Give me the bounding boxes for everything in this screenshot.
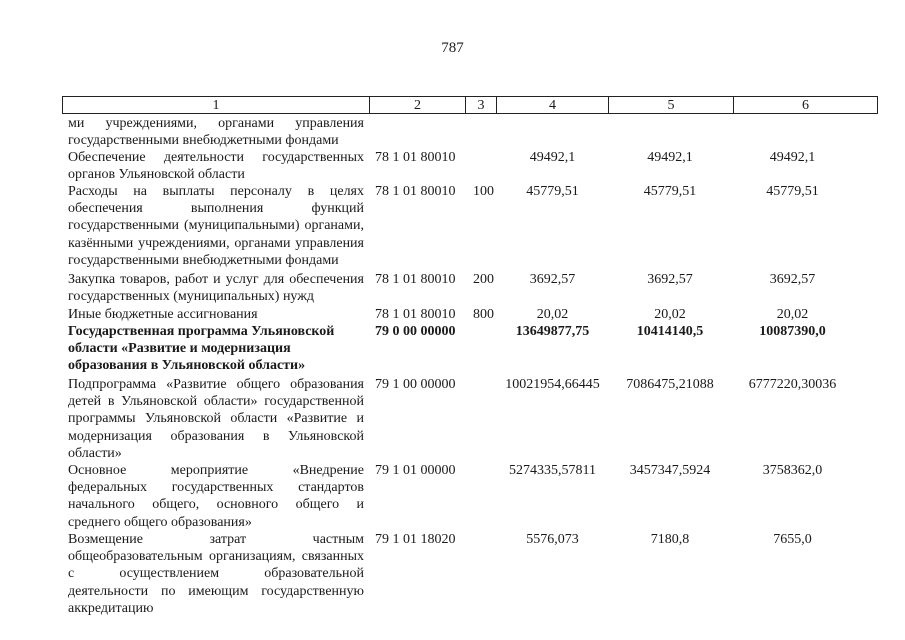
column-header-3: 3 — [466, 97, 497, 113]
row-value-4: 5274335,57811 — [509, 463, 596, 478]
column-header-4: 4 — [497, 97, 609, 113]
row-value-6: 6777220,30036 — [748, 377, 837, 392]
row-code: 78 1 01 80010 — [375, 272, 456, 287]
row-value-6: 3758362,0 — [762, 463, 823, 478]
row-name: Возмещение затрат частным общеобразовательным организациям, связанных с осуществлением образовательной деятельности по имеющим государственную аккредитацию — [68, 532, 364, 616]
row-name: Расходы на выплаты персоналу в целях обеспечения выполнения функций государственными (муниципальными) органами, казёнными учреждениями, органами управления государственными внебюджетными фондами — [68, 184, 364, 268]
row-value-5: 45779,51 — [643, 184, 697, 199]
row-value-4: 49492,1 — [529, 150, 576, 165]
column-header-5: 5 — [609, 97, 734, 113]
row-type: 800 — [473, 307, 494, 322]
row-name: Иные бюджетные ассигнования — [68, 307, 258, 322]
row-value-4: 45779,51 — [526, 184, 579, 199]
column-header-1: 1 — [63, 97, 370, 113]
page-number: 787 — [441, 40, 464, 56]
row-code: 78 1 01 80010 — [375, 150, 456, 165]
row-name: Закупка товаров, работ и услуг для обеспечения государственных (муниципальных) нужд — [68, 272, 364, 305]
row-value-4: 5576,073 — [526, 532, 579, 547]
row-type: 200 — [473, 272, 494, 287]
row-value-4: 10021954,66445 — [505, 377, 600, 392]
row-code: 79 1 01 00000 — [375, 463, 456, 478]
row-value-6: 45779,51 — [766, 184, 819, 199]
row-value-5: 49492,1 — [647, 150, 693, 165]
row-code: 79 1 01 18020 — [375, 532, 456, 547]
row-name: Государственная программа Ульяновской области «Развитие и модернизация образования в Ульяновской области» — [68, 324, 335, 374]
row-name: ми учреждениями, органами управления государственными внебюджетными фондами — [68, 116, 364, 149]
row-name: Обеспечение деятельности государственных органов Ульяновской области — [68, 150, 364, 183]
row-value-5: 7086475,21088 — [626, 377, 714, 392]
row-value-5: 10414140,5 — [636, 324, 704, 339]
row-type: 100 — [473, 184, 494, 199]
table-header-row — [62, 96, 878, 114]
row-value-5: 3692,57 — [647, 272, 693, 287]
row-value-5: 3457347,5924 — [629, 463, 711, 478]
row-value-5: 20,02 — [654, 307, 686, 322]
row-value-6: 10087390,0 — [759, 324, 826, 339]
row-code: 78 1 01 80010 — [375, 184, 456, 199]
row-value-6: 7655,0 — [773, 532, 812, 547]
row-code: 79 0 00 00000 — [375, 324, 456, 339]
row-code: 79 1 00 00000 — [375, 377, 456, 392]
row-value-6: 20,02 — [776, 307, 809, 322]
row-value-4: 13649877,75 — [515, 324, 590, 339]
column-header-6: 6 — [802, 98, 809, 113]
row-name: Основное мероприятие «Внедрение федеральных государственных стандартов начального общего, основного общего и среднего общего образования» — [68, 463, 364, 530]
row-value-5: 7180,8 — [650, 532, 690, 547]
row-value-6: 49492,1 — [769, 150, 816, 165]
column-header-2: 2 — [370, 97, 466, 113]
row-code: 78 1 01 80010 — [375, 307, 456, 322]
row-value-4: 20,02 — [536, 307, 569, 322]
row-value-4: 3692,57 — [529, 272, 576, 287]
row-value-6: 3692,57 — [769, 272, 816, 287]
row-name: Подпрограмма «Развитие общего образования детей в Ульяновской области» государственной программы Ульяновской области «Развитие и модернизация образования в Ульяновской области» — [68, 377, 364, 461]
